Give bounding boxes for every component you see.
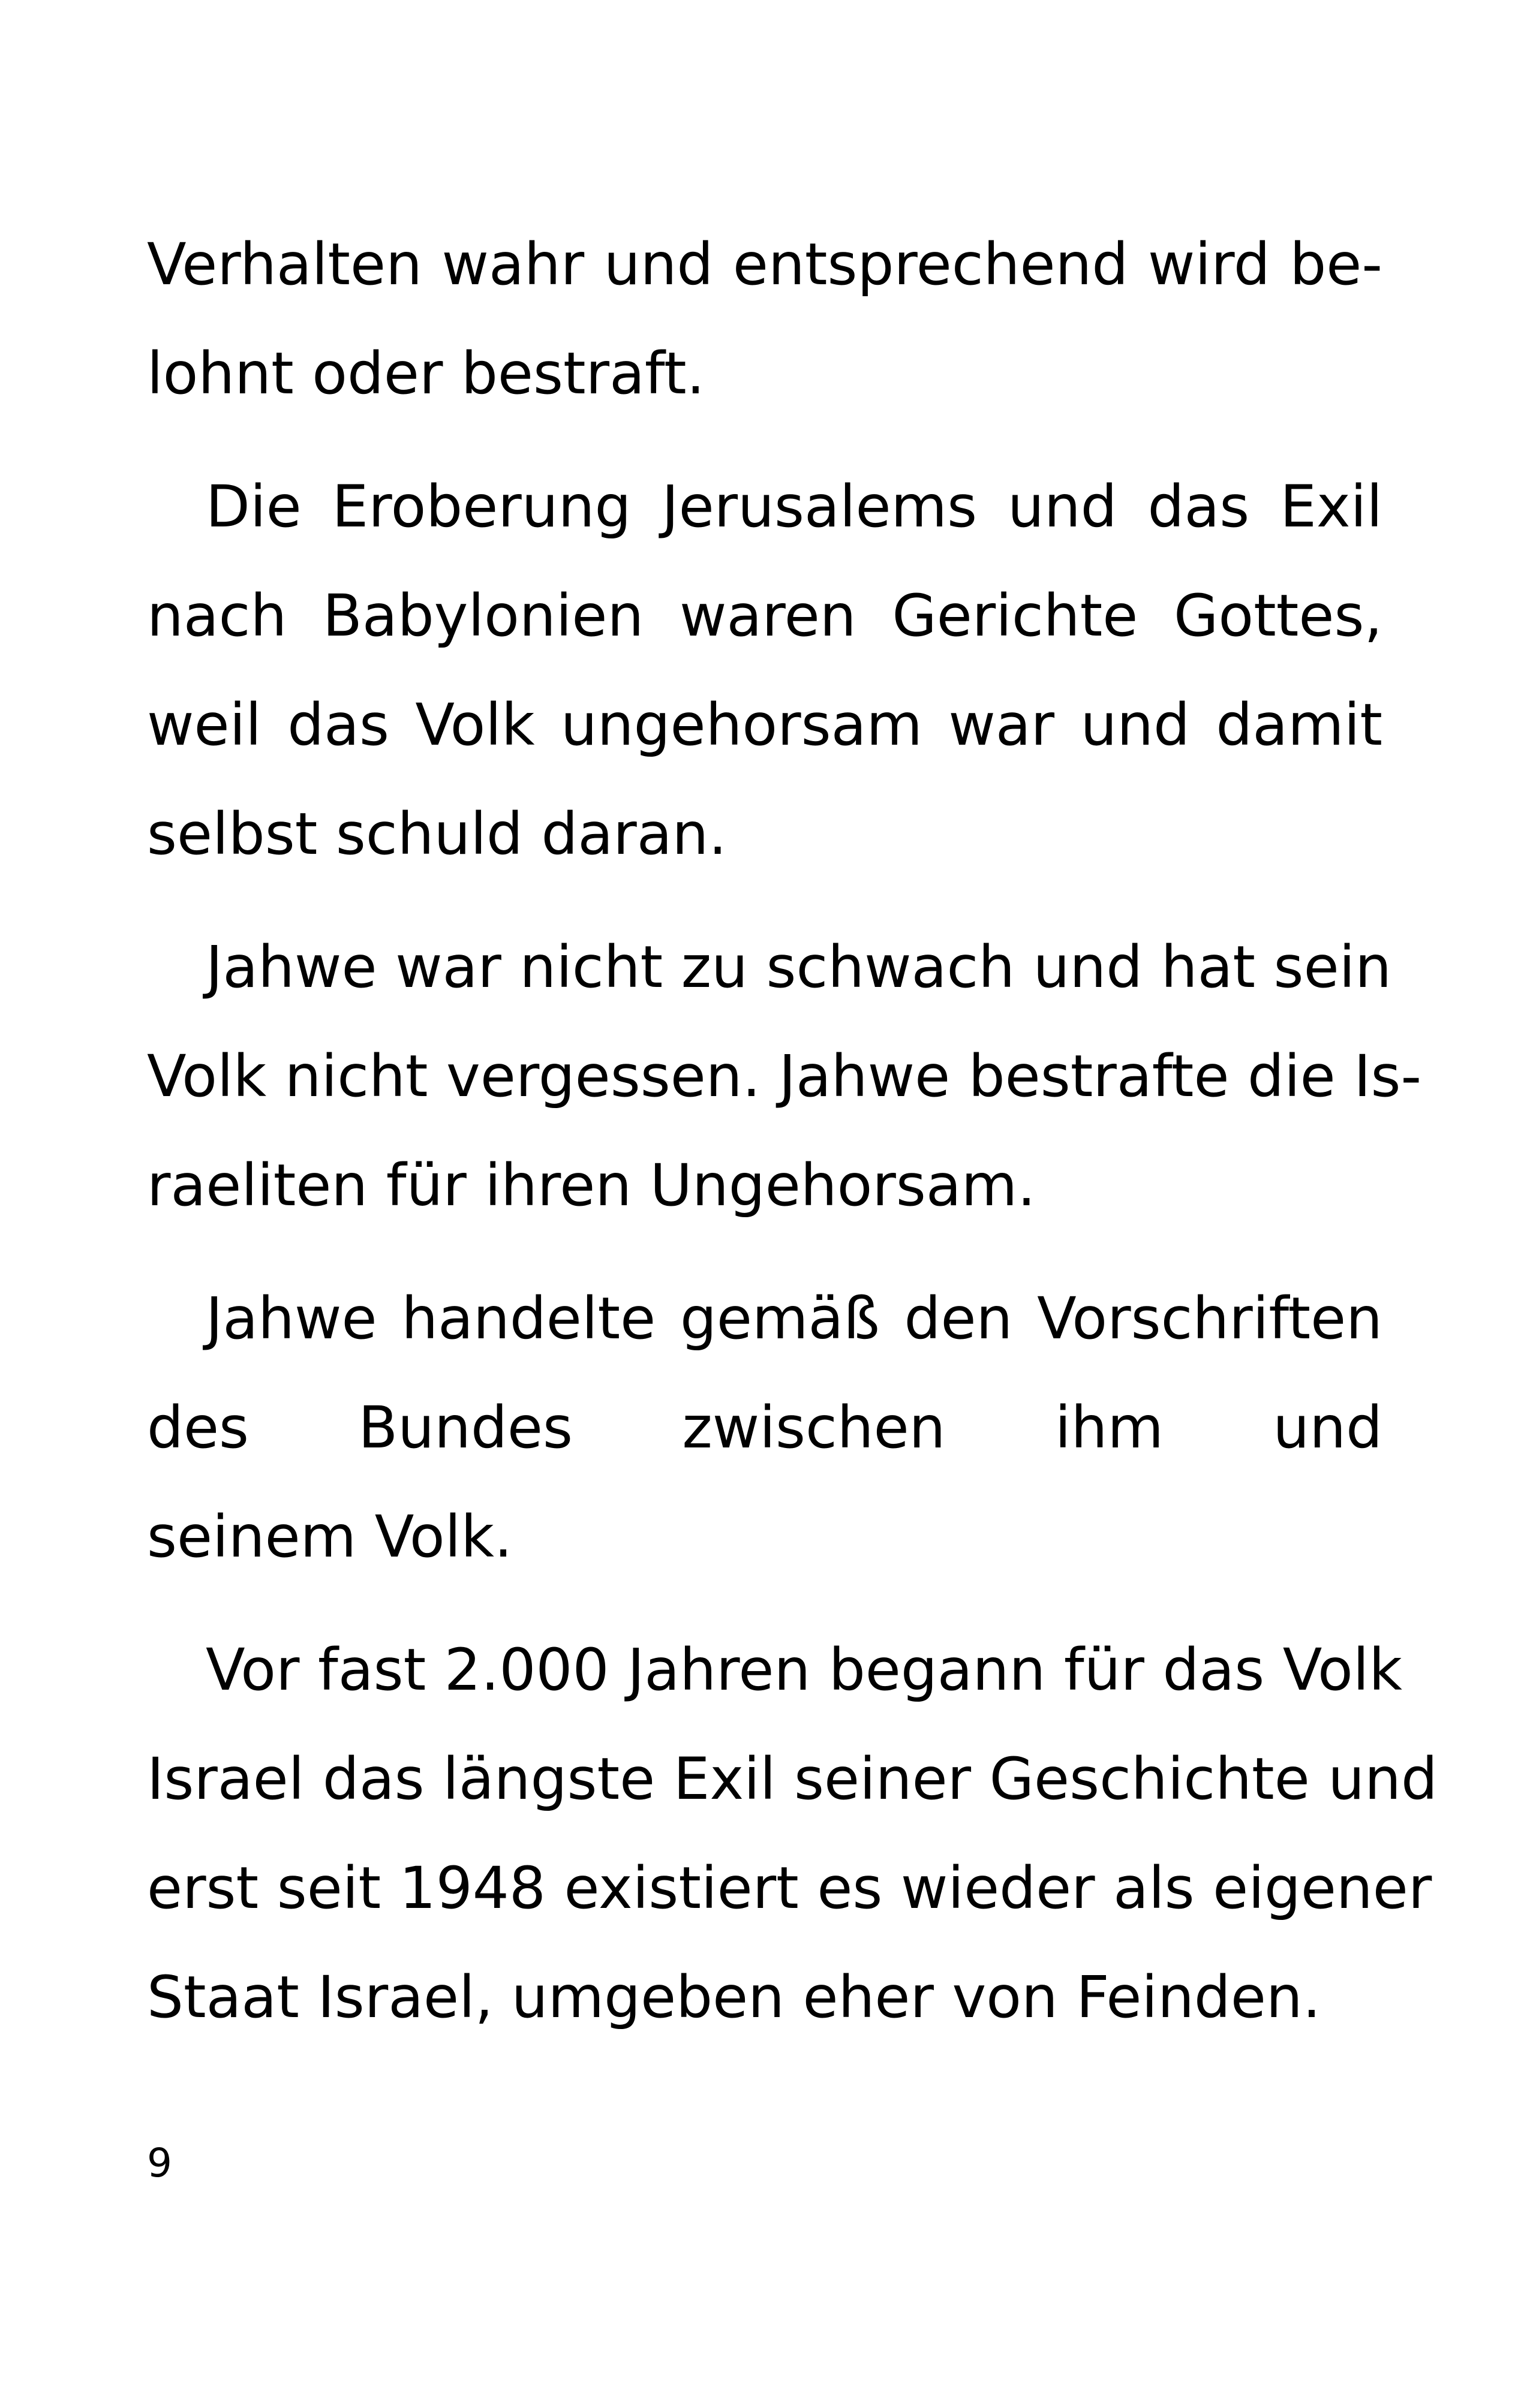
text-line: Volk nicht vergessen. Jahwe bestrafte die Is- bbox=[147, 1043, 1422, 1110]
text-line: raeliten für ihren Ungehorsam. bbox=[147, 1152, 1036, 1219]
text-line: seinem Volk. bbox=[147, 1503, 513, 1570]
text-line: Staat Israel, umgeben eher von Feinden. bbox=[147, 1964, 1321, 2031]
paragraph bbox=[147, 452, 1382, 889]
text-line: erst seit 1948 existiert es wieder als eigener bbox=[147, 1855, 1432, 1922]
text-line: nach Babylonien waren Gerichte Gottes, bbox=[147, 582, 1382, 649]
text-line: lohnt oder bestraft. bbox=[147, 340, 705, 407]
text-line: des Bundes zwischen ihm und bbox=[147, 1394, 1382, 1461]
paragraph bbox=[147, 913, 1422, 1240]
text-line: Vor fast 2.000 Jahren begann für das Volk bbox=[206, 1636, 1402, 1703]
text-line: Die Eroberung Jerusalems und das Exil bbox=[206, 473, 1382, 540]
text-line: Verhalten wahr und entsprechend wird be- bbox=[147, 231, 1382, 298]
page-number: 9 bbox=[147, 2140, 172, 2186]
paragraph bbox=[147, 210, 1382, 428]
text-line: selbst schuld daran. bbox=[147, 800, 727, 868]
body-text bbox=[147, 210, 1438, 2076]
text-line: Israel das längste Exil seiner Geschichte und bbox=[147, 1745, 1438, 1813]
text-line: Jahwe war nicht zu schwach und hat sein bbox=[206, 934, 1392, 1001]
paragraph bbox=[147, 1615, 1438, 2052]
text-line: weil das Volk ungehorsam war und damit bbox=[147, 691, 1382, 758]
text-line: Jahwe handelte gemäß den Vorschriften bbox=[206, 1285, 1382, 1352]
paragraph bbox=[147, 1264, 1382, 1591]
